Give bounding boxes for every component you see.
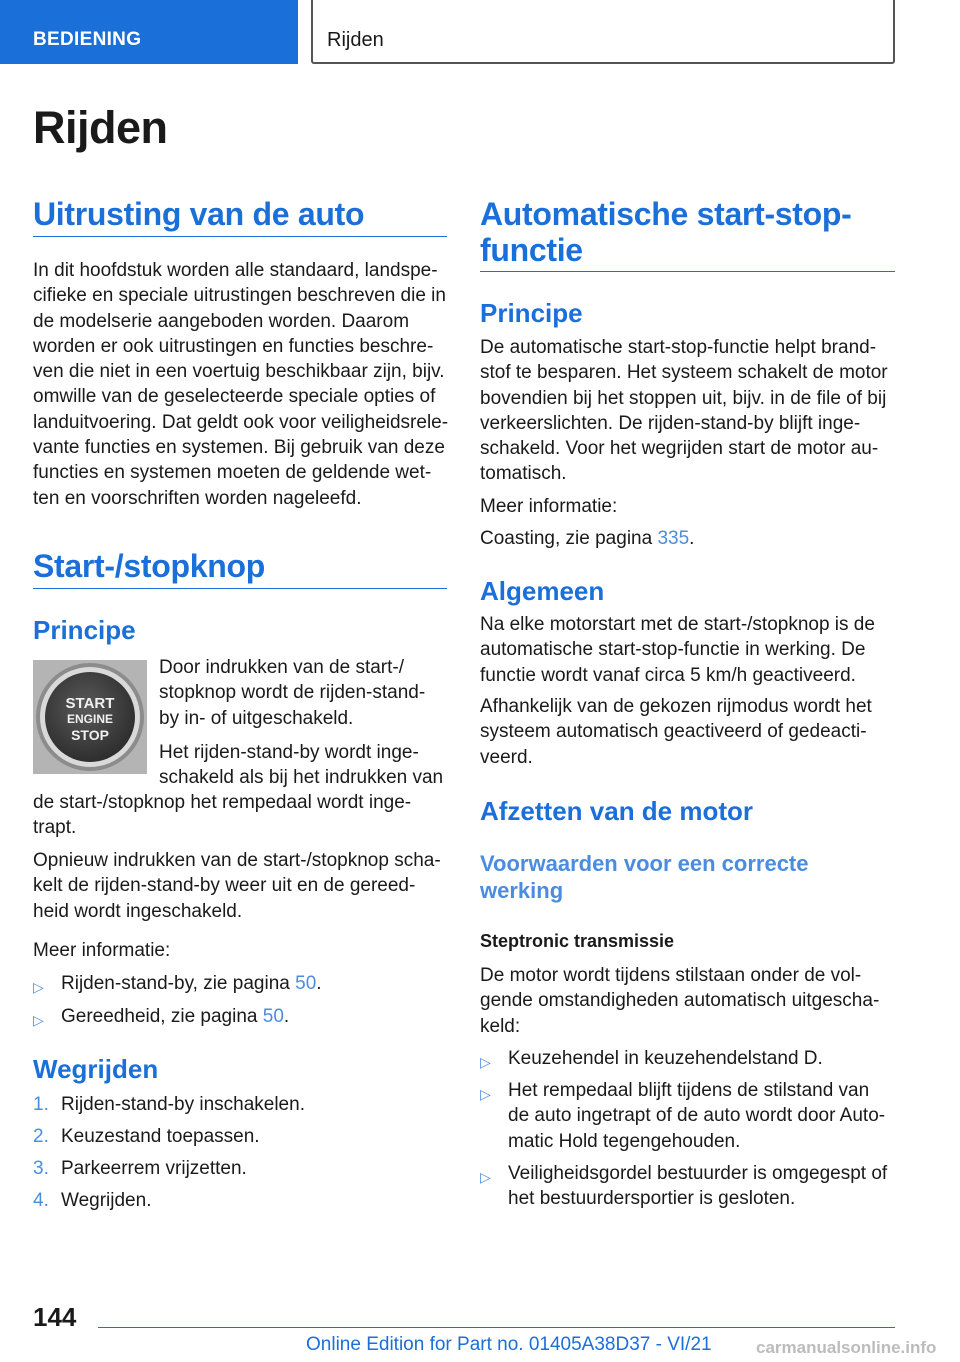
subheading-wegrijden: Wegrijden xyxy=(33,1054,159,1084)
subheading-principe: Principe xyxy=(33,615,136,645)
subsubheading-voorwaarden: Voorwaarden voor een correcte werking xyxy=(480,851,809,903)
step-item: 4. Wegrijden. xyxy=(33,1190,152,1211)
start-stop-button-image xyxy=(33,660,147,774)
heading-automatische-start-stop: Automatische start-stop- functie xyxy=(480,196,852,268)
page-title: Rijden xyxy=(33,102,168,153)
triangle-bullet-icon: ▷ xyxy=(480,1054,491,1070)
subheading-principe-right: Principe xyxy=(480,298,583,328)
heading-rule xyxy=(33,236,447,237)
footer-edition: Online Edition for Part no. 01405A38D37 - VI/21 xyxy=(306,1334,712,1355)
page-link[interactable]: 50 xyxy=(295,973,317,994)
paragraph-algemeen-2: Afhankelijk van de gekozen rijmodus wordt het systeem automatisch geactiveerd of gedeacti- veerd. xyxy=(480,696,872,768)
triangle-bullet-icon: ▷ xyxy=(480,1169,491,1185)
more-info-label: Meer informatie: xyxy=(33,940,171,961)
step-item: 1. Rijden-stand-by inschakelen. xyxy=(33,1094,305,1115)
start-engine-stop-icon xyxy=(33,660,147,774)
paragraph-principe-right: De automatische start-stop-functie helpt brand- stof te besparen. Het systeem schakelt de motor bovendien bij het stoppen uit, bijv. in de file of bij verkeerslichten. De rijden-stand-by blijft inge- schakeld. Voor het wegrijden start de motor au- tomatisch. xyxy=(480,337,888,485)
page-number: 144 xyxy=(33,1302,77,1332)
paragraph-principe-1: Door indrukken van de start-/ stopknop wordt de rijden-stand- by in- of uitgeschakeld. xyxy=(159,657,426,729)
step-item: 2. Keuzestand toepassen. xyxy=(33,1126,260,1147)
list-item: ▷ Gereedheid, zie pagina 50. xyxy=(33,1004,447,1029)
paragraph-principe-2: Het rijden-stand-by wordt inge- schakeld als bij het indrukken van xyxy=(159,742,444,789)
paragraph-principe-3: Opnieuw indrukken van de start-/stopknop scha- kelt de rijden-stand-by weer uit en de gereed- heid wordt ingeschakeld. xyxy=(33,850,441,922)
subheading-afzetten: Afzetten van de motor xyxy=(480,796,754,826)
svg-text:STOP: STOP xyxy=(71,727,109,743)
triangle-bullet-icon: ▷ xyxy=(480,1086,491,1102)
heading-rule xyxy=(480,271,895,272)
subheading-algemeen: Algemeen xyxy=(480,576,605,606)
step-item: 3. Parkeerrem vrijzetten. xyxy=(33,1158,247,1179)
header-section-tab xyxy=(0,0,298,64)
header-section-label: BEDIENING xyxy=(33,29,142,50)
footer-watermark: carmanualsonline.info xyxy=(756,1338,937,1357)
paragraph-uitrusting: In dit hoofdstuk worden alle standaard, landspe- cifieke en speciale uitrustingen beschreven die in de modelserie aangeboden worden. Daarom worden er ook uitrustingen en functies beschre- ven die niet in een voertuig beschikbaar zijn, bijv. omwille van de geselecteerde speciale opties of landuitvoering. Dat geldt ook voor veiligheidsrele- vante functies en systemen. Bij gebruik van deze functies en systemen moeten de geldende wet- ten en voorschriften worden nageleefd. xyxy=(33,260,449,509)
paragraph-steptronic: De motor wordt tijdens stilstaan onder de vol- gende omstandigheden automatisch uitgescha- keld: xyxy=(480,965,880,1037)
paragraph-algemeen-1: Na elke motorstart met de start-/stopknop is de automatische start-stop-functie in werking. De functie wordt vanaf circa 5 km/h geactiveerd. xyxy=(480,614,875,686)
heading-steptronic: Steptronic transmissie xyxy=(480,931,675,951)
svg-text:ENGINE: ENGINE xyxy=(66,712,114,726)
triangle-bullet-icon: ▷ xyxy=(33,1012,44,1028)
header-chapter-label: Rijden xyxy=(327,29,384,51)
footer-rule xyxy=(98,1327,895,1328)
list-item: ▷ Keuzehendel in keuzehendelstand D. xyxy=(480,1046,900,1071)
list-item: ▷ Rijden-stand-by, zie pagina 50. xyxy=(33,971,447,996)
svg-text:START: START xyxy=(65,695,115,712)
list-item: ▷ Het rempedaal blijft tijdens de stilstand van de auto ingetrapt of de auto wordt door Auto- matic Hold tegengehouden. xyxy=(480,1080,886,1152)
triangle-bullet-icon: ▷ xyxy=(33,979,44,995)
more-info-label: Meer informatie: xyxy=(480,496,618,517)
header-chapter-box xyxy=(311,0,895,64)
coasting-reference: Coasting, zie pagina 335. xyxy=(480,528,695,549)
list-item: ▷ Veiligheidsgordel bestuurder is omgegespt of het bestuurdersportier is gesloten. xyxy=(480,1163,888,1210)
heading-uitrusting: Uitrusting van de auto xyxy=(33,196,365,232)
heading-rule xyxy=(33,588,447,589)
heading-start-stopknop: Start-/stopknop xyxy=(33,548,265,584)
page-link[interactable]: 50 xyxy=(262,1006,284,1027)
page-link[interactable]: 335 xyxy=(657,528,690,549)
paragraph-principe-2b: de start-/stopknop het rempedaal wordt inge- trapt. xyxy=(33,792,412,839)
